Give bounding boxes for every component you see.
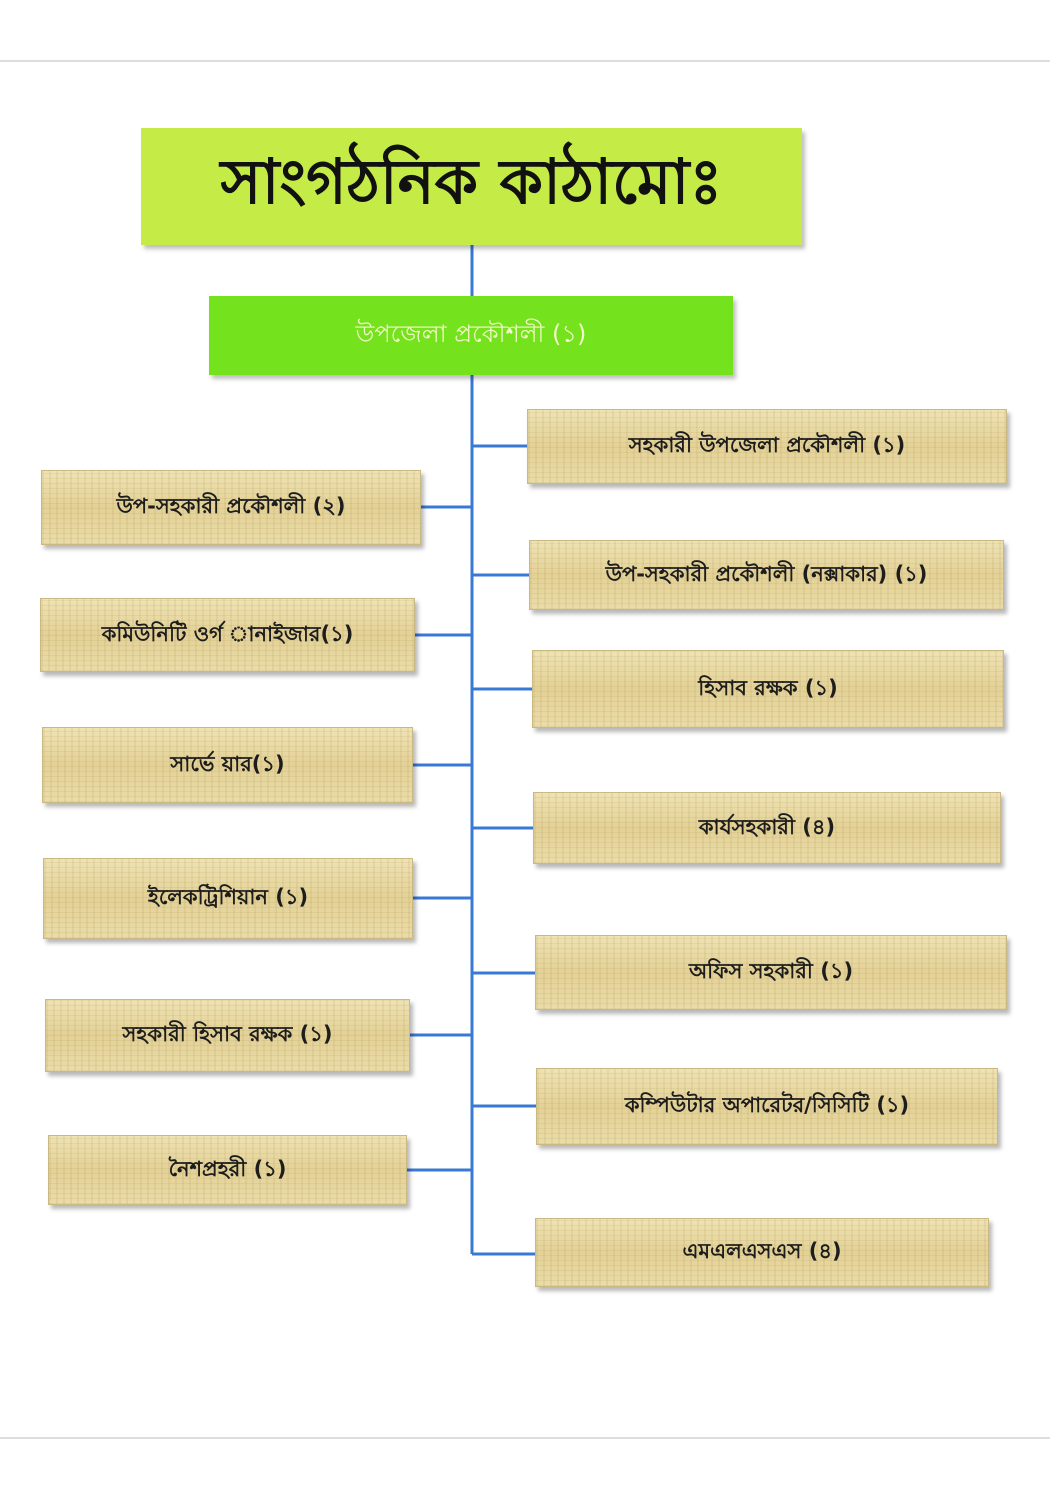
unit-box-left-5: সহকারী হিসাব রক্ষক (১) (45, 999, 410, 1072)
unit-box-right-3: হিসাব রক্ষক (১) (532, 650, 1004, 728)
unit-box-left-4: ইলেকট্রিশিয়ান (১) (43, 858, 413, 939)
unit-box-left-3: সার্ভে য়ার(১) (42, 727, 413, 803)
unit-box-left-1: উপ-সহকারী প্রকৌশলী (২) (41, 470, 421, 545)
unit-box-right-2: উপ-সহকারী প্রকৌশলী (নক্সাকার) (১) (529, 540, 1004, 610)
unit-box-left-6: নৈশপ্রহরী (১) (48, 1135, 407, 1205)
unit-box-right-5: অফিস সহকারী (১) (535, 935, 1007, 1010)
chart-title: সাংগঠনিক কাঠামোঃ (141, 128, 802, 245)
unit-box-left-2: কমিউনিটি ওর্গ ানাইজার(১) (40, 598, 415, 672)
unit-box-right-7: এমএলএসএস (৪) (535, 1218, 989, 1287)
unit-box-right-4: কার্যসহকারী (৪) (533, 792, 1001, 864)
unit-box-right-6: কম্পিউটার অপারেটর/সিসিটি (১) (536, 1068, 998, 1145)
head-unit-box: উপজেলা প্রকৌশলী (১) (209, 296, 733, 375)
unit-box-right-1: সহকারী উপজেলা প্রকৌশলী (১) (527, 409, 1007, 484)
